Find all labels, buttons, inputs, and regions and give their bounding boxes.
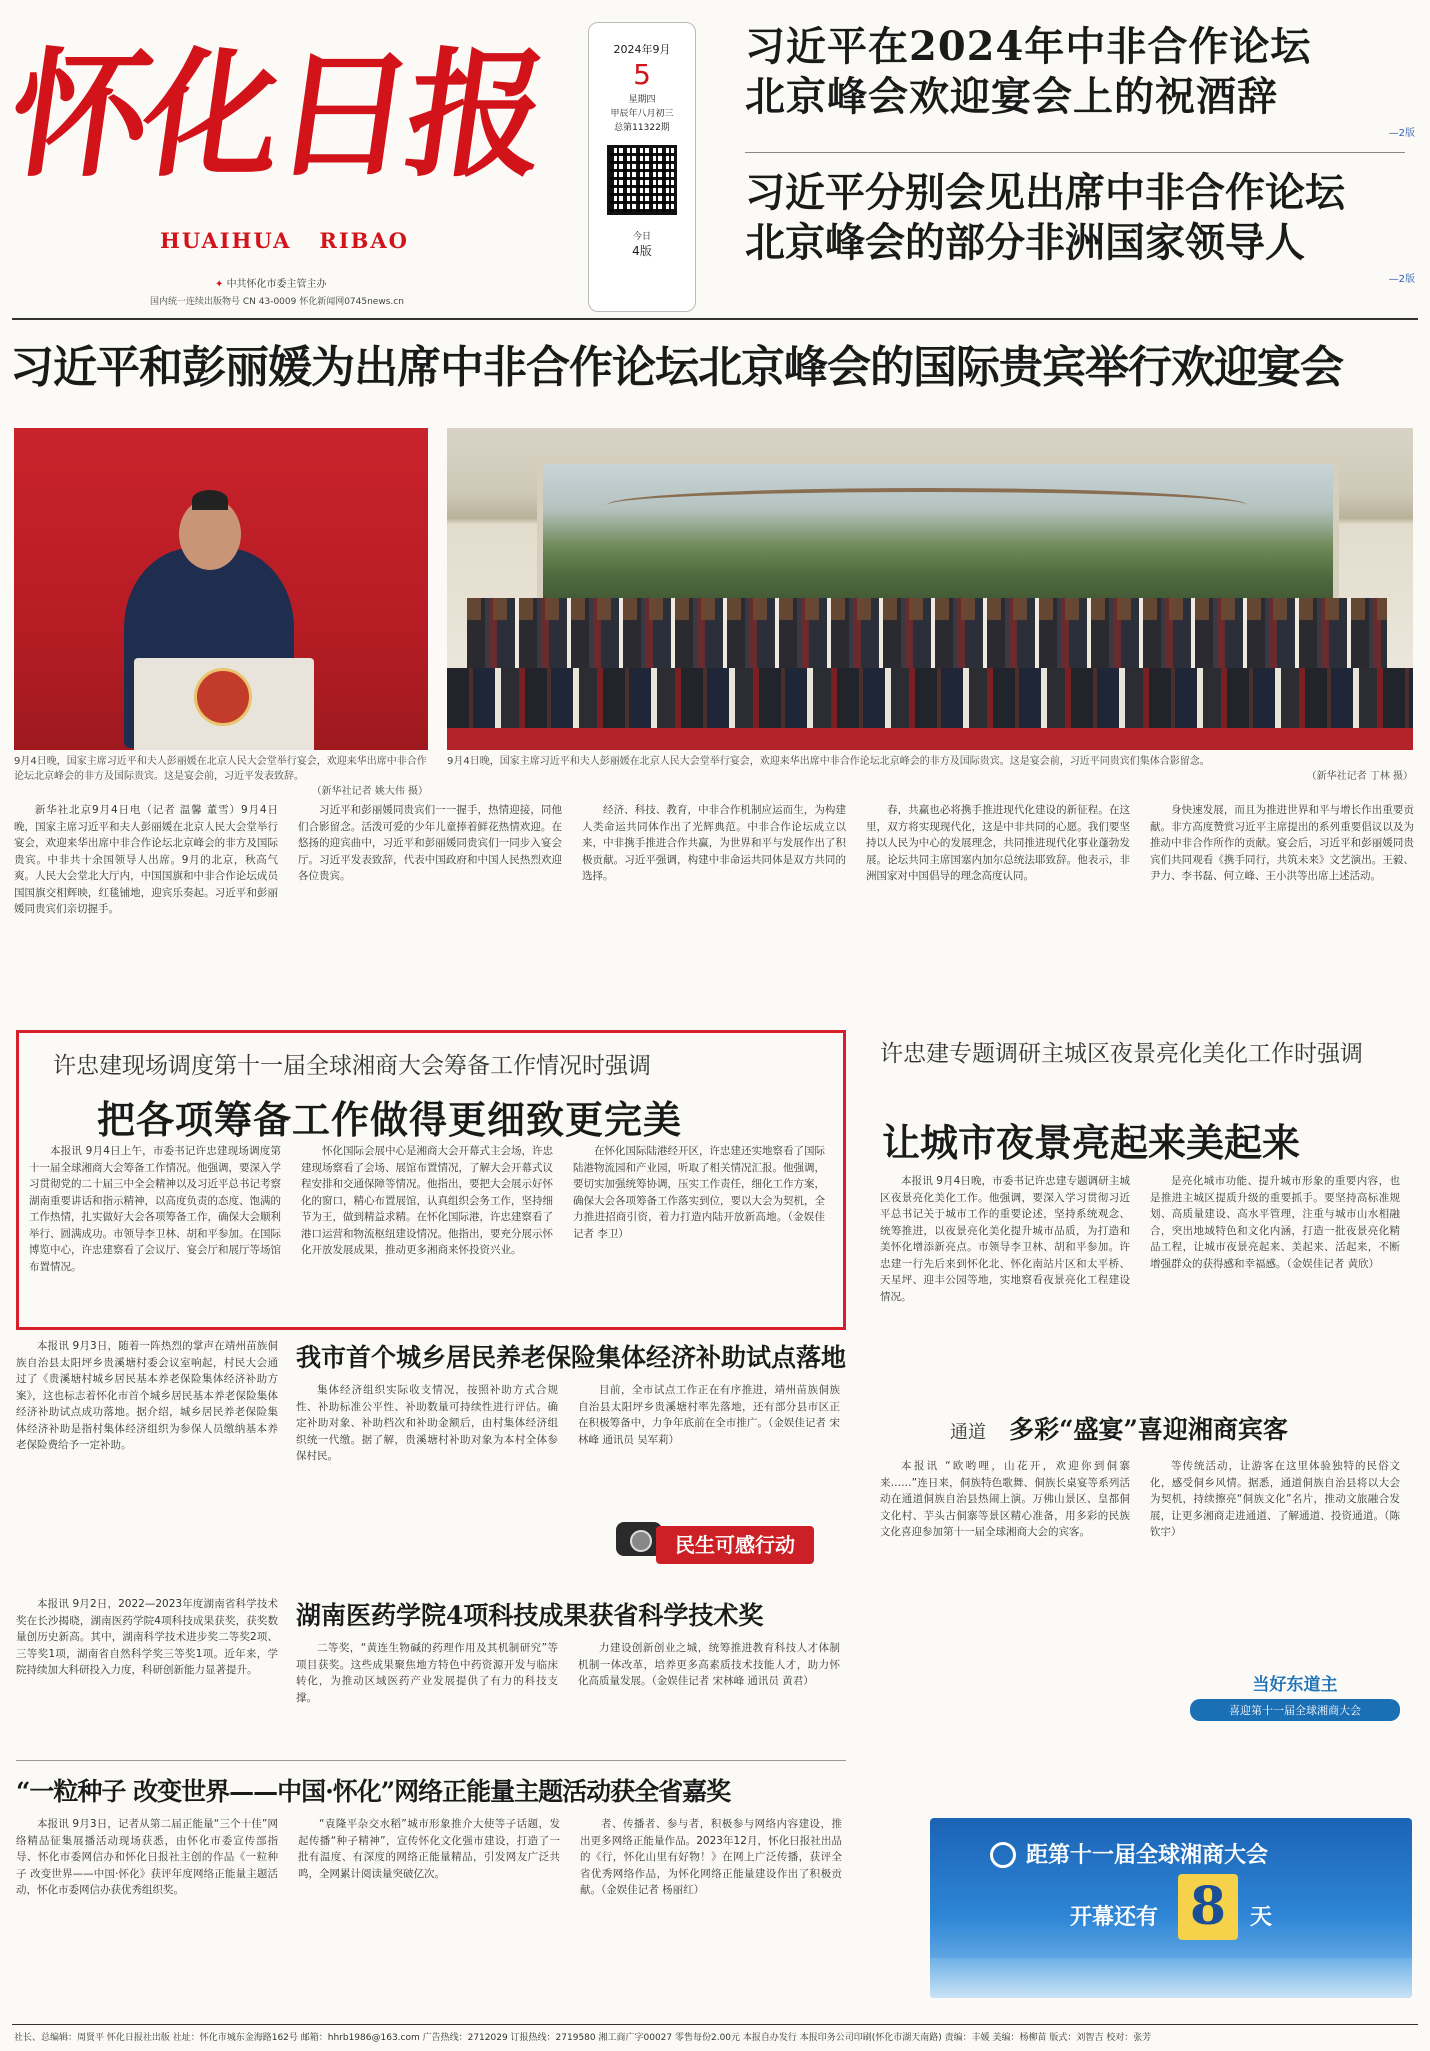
date-lunar: 甲辰年八月初三 xyxy=(610,109,674,119)
banner-logo-icon xyxy=(990,1842,1016,1868)
masthead xyxy=(0,0,1430,310)
countdown-middle: 开幕还有 xyxy=(1070,1904,1159,1930)
pension-headline: 我市首个城乡居民养老保险集体经济补助试点落地 xyxy=(296,1343,847,1372)
host-badge-line1: 当好东道主 xyxy=(1252,1675,1338,1695)
lead-article-col-3: 经济、科技、教育，中非合作机制应运而生，为构建人类命运共同体作出了光辉典范。中非合作论坛成立以来，中非携手推进合作共赢，为世界和平与发展作出了积极贡献。习近平强调，构建中非命运共同体是双方共同的选择。 xyxy=(582,804,846,882)
top-headline-2-ref[interactable]: —2版 xyxy=(1388,274,1415,285)
feature-right-headline: 让城市夜景亮起来美起来 xyxy=(882,1120,1301,1165)
cn-number: 国内统一连续出版物号 CN 43-0009 怀化新闻网0745news.cn xyxy=(150,297,404,307)
feature-left-col-3: 在怀化国际陆港经开区，许忠建还实地察看了国际陆港物流园和产业园，听取了相关情况汇报。他强调，要切实加强统筹协调，压实工作责任，细化工作方案，确保大会各项筹备工作落实到位，要以大会为契机，全力推进招商引资，着力打造内陆开放新高地。（金娱佳记者 李卫） xyxy=(573,1145,825,1240)
tongdao-article[interactable] xyxy=(870,1410,1415,1740)
countdown-days: 8 xyxy=(1178,1874,1238,1940)
pension-col-1: 本报讯 9月3日，随着一阵热烈的掌声在靖州苗族侗族自治县太阳坪乡贵溪塘村委会议室响起，村民大会通过了《贵溪塘村城乡居民基本养老保险集体经济补助方案》，这也标志着怀化市首个城乡居民基本养老保险集体经济补助试点成功落地。据介绍，城乡居民养老保险集体经济补助是指村集体经济组织为参保人员缴纳基本养老保险费给予一定补助。 xyxy=(16,1340,278,1451)
countdown-suffix: 天 xyxy=(1250,1904,1273,1930)
feature-left-kicker: 许忠建现场调度第十一届全球湘商大会筹备工作情况时强调 xyxy=(53,1053,651,1079)
host-badge xyxy=(1190,1670,1400,1730)
top-headline-1-ref[interactable]: —2版 xyxy=(1388,128,1415,139)
pharma-col-1: 本报讯 9月2日，2022—2023年度湖南省科学技术奖在长沙揭晓，湖南医药学院4项科技成果获奖，获奖数量创历史新高。其中，湖南科学技术进步奖二等奖2项、三等奖1项，湖南省自然科学奖三等奖1项。近年来，学院持续加大科研投入力度，科研创新能力显著提升。 xyxy=(16,1598,278,1676)
pension-article[interactable] xyxy=(16,1338,846,1588)
pension-tag-label: 民生可感行动 xyxy=(656,1526,814,1564)
pharma-col-2: 二等奖，“黄连生物碱的药理作用及其机制研究”等项目获奖。这些成果聚焦地方特色中药资源开发与临床转化，为推动区域医药产业发展提供了有力的科技支撑。 xyxy=(296,1642,558,1704)
tongdao-heading xyxy=(950,1410,1410,1446)
tongdao-location: 通道 xyxy=(950,1422,986,1443)
top-headline-1-line1: 习近平在2024年中非合作论坛 xyxy=(745,23,1312,70)
lead-article-col-2: 习近平和彭丽媛同贵宾们一一握手，热情迎接，同他们合影留念。活泼可爱的少年儿童捧着鲜花热情欢迎。在悠扬的迎宾曲中，习近平和彭丽媛同贵宾们一同步入宴会厅。习近平发表致辞，代表中国政府和中国人民热烈欢迎各位贵宾。 xyxy=(298,804,562,882)
lead-article-col-5: 身快速发展，而且为推进世界和平与增长作出重要贡献。非方高度赞赏习近平主席提出的系列重要倡议以及为推动中非合作所作的贡献。宴会后，习近平和彭丽媛同贵宾们共同观看《携手同行，共筑未来》文艺演出。王毅、尹力、李书磊、何立峰、王小洪等出席上述活动。 xyxy=(1150,804,1414,882)
feature-left-col-1: 本报讯 9月4日上午，市委书记许忠建现场调度第十一届全球湘商大会筹备工作情况。他强调，要深入学习贯彻党的二十届三中全会精神以及习近平总书记考察湖南重要讲话和指示精神，以高度负责的态度、饱满的工作热情，扎实做好大会各项筹备工作，确保大会顺利举行、圆满成功。市领导李卫林、胡和平参加。在国际博览中心，许忠建察看了会议厅、宴会厅和展厅等场馆布置情况。 xyxy=(29,1145,281,1273)
footer-credits: 社长、总编辑：周贤平 怀化日报社出版 社址：怀化市城东金海路162号 邮箱：hhrb1986@163.com 广告热线：2712029 订报热线：2719580 湘工商广字00027 零售每份2.00元 本报自办发行 本报印务公司印刷(怀化市湖天南路) 责编：丰媛 美编：杨柳苗 版式：刘智吉 校对：张芳 xyxy=(14,2033,1152,2043)
lead-article-col-1: 新华社北京9月4日电（记者 温馨 董雪）9月4日晚，国家主席习近平和夫人彭丽媛在北京人民大会堂举行宴会，欢迎来华出席中非合作论坛北京峰会的非方及国际贵宾。中非共十余国领导人出席。9月的北京，秋高气爽。人民大会堂北大厅内，中国国旗和中非合作论坛成员国国旗交相辉映，红毯铺地，迎宾乐奏起。习近平和彭丽媛同贵宾们亲切握手。 xyxy=(14,804,278,915)
party-emblem-icon: ✦ xyxy=(215,279,227,290)
focac-emblem-icon xyxy=(194,668,252,726)
delegates-row-front xyxy=(447,668,1413,728)
seed-col-1: 本报讯 9月3日，记者从第二届正能量“三个十佳”网络精品征集展播活动现场获悉，由怀化市委宣传部指导、怀化市委网信办和怀化日报社主创的作品《一粒种子 改变世界——中国·怀化》获评年度网络正能量主题活动，怀化市委网信办获优秀组织奖。 xyxy=(16,1818,278,1896)
pension-col-3: 目前，全市试点工作正在有序推进，靖州苗族侗族自治县太阳坪乡贵溪塘村率先落地，还有部分县市区正在积极筹备中，力争年底前在全市推广。（金娱佳记者 宋林峰 通讯员 吴军莉） xyxy=(578,1384,840,1446)
seed-col-2: “袁隆平杂交水稻”城市形象推介大使等子话题，发起传播“种子精神”，宣传怀化文化强市建设，打造了一批有温度、有深度的网络正能量精品，引发网友广泛共鸣，全网累计阅读量突破亿次。 xyxy=(298,1818,560,1880)
newspaper-logo: 怀化日报 xyxy=(0,33,552,196)
tongdao-col-1: 本报讯 “欧哟哩，山花开，欢迎你到侗寨来……”连日来，侗族特色歌舞、侗族长桌宴等系列活动在通道侗族自治县热闹上演。万佛山景区、皇都侗文化村、芋头古侗寨等景区精心准备，用多彩的民族文化喜迎参加第十一届全球湘商大会的宾客。 xyxy=(880,1460,1130,1538)
photo-speech[interactable] xyxy=(14,428,428,750)
photo-group-caption: 9月4日晚，国家主席习近平和夫人彭丽媛在北京人民大会堂举行宴会，欢迎来华出席中非合作论坛北京峰会的非方及国际贵宾。这是宴会前，习近平同贵宾们集体合影留念。 （新华社记者 丁林 摄） xyxy=(447,756,1413,782)
seed-headline: “一粒种子 改变世界——中国·怀化”网络正能量主题活动获全省嘉奖 xyxy=(16,1777,731,1806)
feature-right[interactable] xyxy=(870,1038,1415,1398)
newspaper-pinyin: HUAIHUA RIBAO xyxy=(160,228,409,253)
countdown-banner[interactable] xyxy=(930,1818,1412,1998)
photo-group[interactable] xyxy=(447,428,1413,750)
great-wall-mural xyxy=(537,458,1339,620)
lead-article xyxy=(14,802,1414,1032)
pharma-headline: 湖南医药学院4项科技成果获省科学技术奖 xyxy=(296,1601,764,1630)
top-headline-2-line1: 习近平分别会见出席中非合作论坛 xyxy=(745,169,1345,216)
feature-left-headline: 把各项筹备工作做得更细致更完美 xyxy=(97,1097,683,1142)
lead-headline[interactable]: 习近平和彭丽媛为出席中非合作论坛北京峰会的国际贵宾举行欢迎宴会 xyxy=(10,342,1343,393)
date-year-month: 2024年9月 xyxy=(613,43,671,56)
top-headline-2[interactable] xyxy=(745,168,1415,285)
feature-right-kicker: 许忠建专题调研主城区夜景亮化美化工作时强调 xyxy=(880,1041,1363,1067)
pharma-article[interactable] xyxy=(16,1596,846,1756)
seed-col-3: 者、传播者、参与者，积极参与网络内容建设，推出更多网络正能量作品。2023年12月，怀化日报社出品的《行，怀化山里有好物！》在网上广泛传播，获评全省优秀网络作品，为怀化网络正能量建设作出了积极贡献。（金娱佳记者 杨丽红） xyxy=(580,1818,842,1896)
date-box xyxy=(588,22,696,312)
feature-left-col-2: 怀化国际会展中心是湘商大会开幕式主会场，许忠建现场察看了会场、展馆布置情况，了解大会开幕式议程安排和交通保障等情况。他指出，要把大会展示好怀化的窗口，精心布置展馆，认真组织会务工作，坚持细节为王，做到精益求精。在怀化国际港，许忠建察看了港口运营和物流枢纽建设情况。他指出，要充分展示怀化开放发展成果，推动更多湘商来怀投资兴业。 xyxy=(301,1145,553,1256)
lead-article-col-4: 春，共赢也必将携手推进现代化建设的新征程。在这里，双方将实现现代化，这是中非共同的心愿。我们要坚持以人民为中心的发展理念，共同推进现代化事业蓬勃发展。论坛共同主席国塞内加尔总统法耶致辞。他表示，非洲国家对中国倡导的理念高度认同。 xyxy=(866,804,1130,882)
feature-right-col-1: 本报讯 9月4日晚，市委书记许忠建专题调研主城区夜景亮化美化工作。他强调，要深入学习贯彻习近平总书记关于城市工作的重要论述，坚持系统观念、统筹推进，以夜景亮化美化提升城市品质，为打造和美怀化增添新亮点。市领导李卫林、胡和平参加。许忠建一行先后来到怀化北、怀化南站片区和太平桥、天星坪、迎丰公园等地，实地察看夜景亮化工程建设情况。 xyxy=(880,1175,1130,1303)
host-badge-line2: 喜迎第十一届全球湘商大会 xyxy=(1190,1699,1400,1721)
pension-tag xyxy=(616,1516,826,1572)
date-day: 5 xyxy=(633,58,651,91)
date-issue: 总第11322期 xyxy=(614,123,670,133)
sponsor-line: ✦ 中共怀化市委主管主办 xyxy=(215,279,327,290)
seed-article[interactable] xyxy=(16,1772,846,2012)
pension-col-2: 集体经济组织实际收支情况，按照补助方式合规性、补助标准公平性、补助数量可持续性进行评估。确定补助对象、补助档次和补助金额后，由村集体经济组织统一代缴。据了解，贵溪塘村补助对象为本村全体参保村民。 xyxy=(296,1384,558,1462)
date-weekday: 星期四 xyxy=(628,95,656,105)
top-headline-1-line2: 北京峰会欢迎宴会上的祝酒辞 xyxy=(745,73,1278,120)
feature-left-box[interactable] xyxy=(16,1030,846,1330)
countdown-prefix: 距第十一届全球湘商大会 xyxy=(1026,1842,1269,1868)
page-count: 4版 xyxy=(632,244,652,258)
top-headline-2-line2: 北京峰会的部分非洲国家领导人 xyxy=(745,219,1305,266)
qr-code[interactable] xyxy=(607,145,677,215)
tongdao-headline: 多彩“盛宴”喜迎湘商宾客 xyxy=(1009,1415,1288,1444)
feature-right-col-2: 是亮化城市功能、提升城市形象的重要内容，也是推进主城区提质升级的重要抓手。要坚持高标准规划、高质量建设、高水平管理，注重与城市山水相融合，突出地域特色和文化内涵，打造一批夜景亮化精品工程，让城市夜景亮起来、美起来、活起来，不断增强群众的获得感和幸福感。（金娱佳记者 黄欣） xyxy=(1150,1175,1400,1270)
photo-speech-caption: 9月4日晚，国家主席习近平和夫人彭丽媛在北京人民大会堂举行宴会，欢迎来华出席中非合作论坛北京峰会的非方及国际贵宾。这是宴会前，习近平发表致辞。 （新华社记者 姚大伟 摄） xyxy=(14,756,428,797)
today-label: 今日 xyxy=(632,232,651,242)
top-headline-1[interactable] xyxy=(745,22,1415,139)
pharma-col-3: 力建设创新创业之城，统筹推进教育科技人才体制机制一体改革，培养更多高素质技术技能人才，助力怀化高质量发展。（金娱佳记者 宋林峰 通讯员 黄君） xyxy=(578,1642,840,1687)
tongdao-col-2: 等传统活动，让游客在这里体验独特的民俗文化，感受侗乡风情。据悉，通道侗族自治县将以大会为契机，持续擦亮“侗族文化”名片，推动文旅融合发展，让更多湘商走进通道、了解通道、投资通道。（陈钦宇） xyxy=(1150,1460,1400,1538)
